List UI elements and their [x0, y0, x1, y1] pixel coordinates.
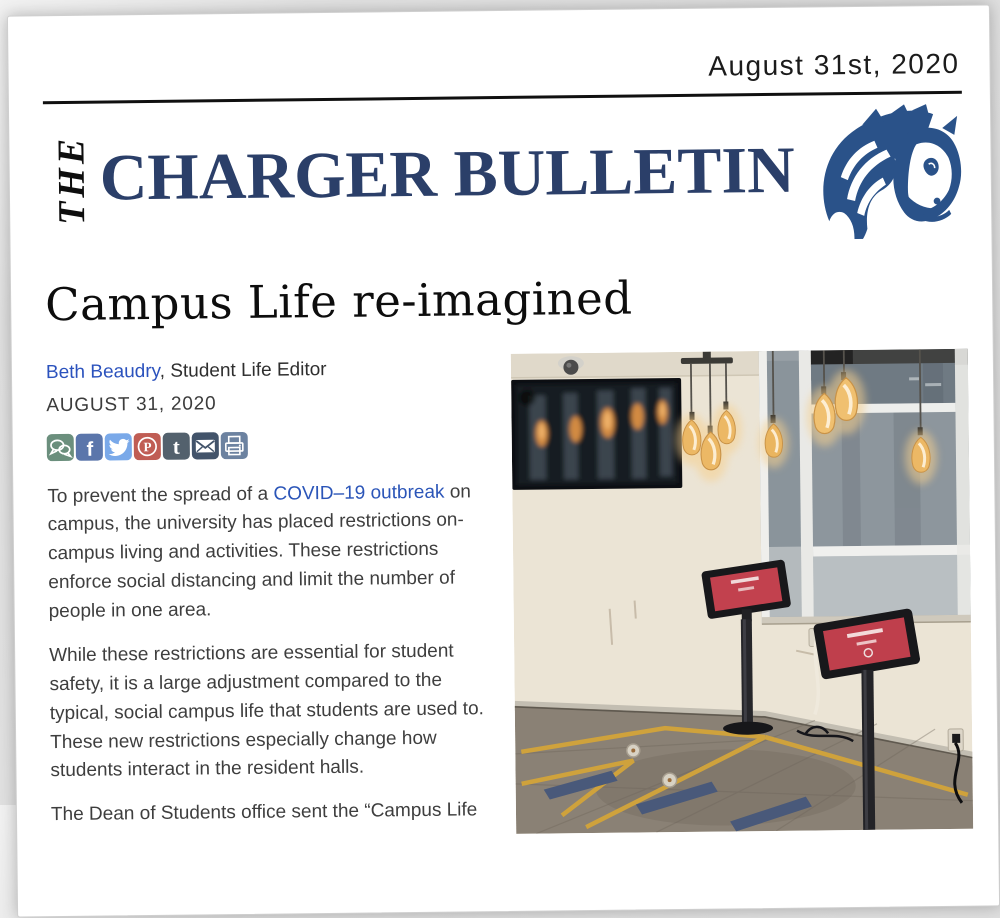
svg-text:P: P: [144, 439, 152, 454]
newsletter-page: [7, 4, 1000, 917]
byline: [46, 354, 498, 388]
header-divider: [43, 91, 962, 104]
share-icons-row: [47, 429, 499, 461]
twitter-icon[interactable]: [105, 433, 132, 460]
masthead-the: THE: [43, 118, 100, 243]
masthead: [43, 108, 963, 252]
email-icon[interactable]: [192, 432, 219, 459]
tumblr-icon[interactable]: [163, 432, 190, 459]
publish-date: AUGUST 31, 2020: [46, 390, 498, 417]
campus-room-kiosks-photo: [511, 349, 973, 834]
paragraph-1: To prevent the spread of a COVID–19 outbreak on campus, the university has placed restrictions on-campus living and activities. These restrictions enforce social distancing and limit the number of people in one area.: [47, 478, 501, 627]
print-icon[interactable]: [221, 431, 248, 458]
article-body: [46, 349, 970, 839]
svg-text:t: t: [173, 434, 180, 458]
masthead-title: CHARGER BULLETIN: [99, 138, 795, 212]
issue-date: August 31st, 2020: [42, 48, 959, 90]
svg-text:f: f: [86, 438, 93, 460]
pinterest-icon[interactable]: [134, 432, 161, 459]
comments-icon[interactable]: [47, 433, 74, 460]
paragraph-2: While these restrictions are essential for student safety, it is a large adjustment compared to the typical, social campus life that students are used to. These new restrictions especially change how students interact in the resident halls.: [49, 637, 503, 786]
charger-horse-logo-icon: [812, 102, 964, 245]
paragraph-3: The Dean of Students office sent the “Campus Life: [51, 796, 503, 830]
facebook-icon[interactable]: [76, 433, 103, 460]
author-role: , Student Life Editor: [160, 359, 327, 382]
article-headline: Campus Life re-imagined: [45, 268, 965, 331]
covid-outbreak-link[interactable]: COVID–19 outbreak: [273, 481, 444, 504]
author-link[interactable]: Beth Beaudry: [46, 361, 160, 383]
